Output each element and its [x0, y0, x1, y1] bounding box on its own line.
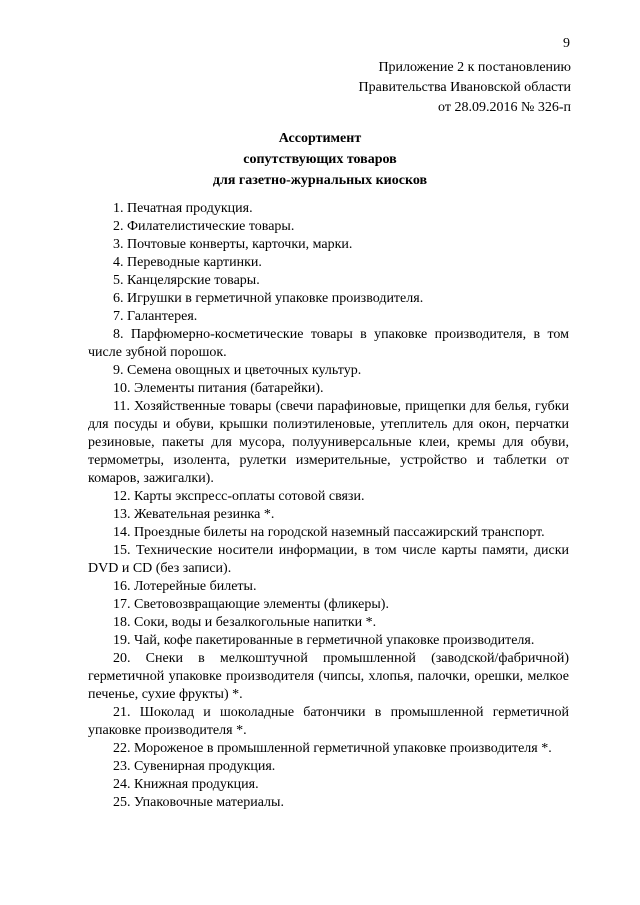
title-line-2: сопутствующих товаров — [243, 152, 397, 167]
list-item: 1. Печатная продукция. — [113, 201, 253, 216]
list-item: 7. Галантерея. — [113, 309, 198, 324]
list-item: 10. Элементы питания (батарейки). — [113, 381, 324, 396]
list-item: 24. Книжная продукция. — [113, 777, 259, 792]
list-item: 16. Лотерейные билеты. — [113, 579, 257, 594]
list-item: 5. Канцелярские товары. — [113, 273, 260, 288]
list-item: 17. Световозвращающие элементы (фликеры). — [113, 597, 389, 612]
title-line-3: для газетно-журнальных киосков — [212, 173, 428, 188]
list-item: 6. Игрушки в герметичной упаковке производителя. — [113, 291, 424, 306]
list-item: 23. Сувенирная продукция. — [113, 759, 276, 774]
list-item: 4. Переводные картинки. — [113, 255, 262, 270]
list-item: 14. Проездные билеты на городской наземный пассажирский транспорт. — [113, 525, 545, 540]
list-item: 3. Почтовые конверты, карточки, марки. — [113, 237, 353, 252]
appendix-reference — [359, 58, 571, 118]
list-item: 18. Соки, воды и безалкогольные напитки *. — [113, 615, 377, 630]
list-item: 2. Филателистические товары. — [113, 219, 295, 234]
list-item: 9. Семена овощных и цветочных культур. — [113, 363, 362, 378]
list-item: 15. Технические носители информации, в том числе карты памяти, диски DVD и CD (без записи). — [88, 543, 569, 576]
list-item: 12. Карты экспресс-оплаты сотовой связи. — [113, 489, 365, 504]
document-title — [70, 128, 570, 191]
appendix-line-2: Правительства Ивановской области — [358, 80, 571, 95]
list-item: 11. Хозяйственные товары (свечи парафиновые, прищепки для белья, губки для посуды и обуви, крышки полиэтиленовые, утеплитель для окон, перчатки резиновые, пакеты для мусора, полууниверсальные клеи, кремы для обуви, термометры, изолента, рулетки измерительные, устройство и таблетки от комаров, зажигалки). — [88, 399, 569, 486]
title-line-1: Ассортимент — [278, 131, 362, 146]
list-item: 13. Жевательная резинка *. — [113, 507, 275, 522]
list-item: 20. Снеки в мелкоштучной промышленной (заводской/фабричной) герметичной упаковке производителя (чипсы, хлопья, палочки, орешки, мелкое печенье, сухие фрукты) *. — [88, 651, 569, 702]
list-item: 22. Мороженое в промышленной герметичной упаковке производителя *. — [113, 741, 552, 756]
assortment-list — [88, 200, 569, 812]
list-item: 8. Парфюмерно-косметические товары в упаковке производителя, в том числе зубной порошок. — [88, 327, 569, 360]
page-number: 9 — [563, 36, 570, 51]
list-item: 25. Упаковочные материалы. — [113, 795, 284, 810]
list-item: 19. Чай, кофе пакетированные в герметичной упаковке производителя. — [113, 633, 535, 648]
appendix-line-1: Приложение 2 к постановлению — [378, 60, 571, 75]
list-item: 21. Шоколад и шоколадные батончики в промышленной герметичной упаковке производителя *. — [88, 705, 569, 738]
appendix-line-3: от 28.09.2016 № 326-п — [438, 100, 571, 115]
